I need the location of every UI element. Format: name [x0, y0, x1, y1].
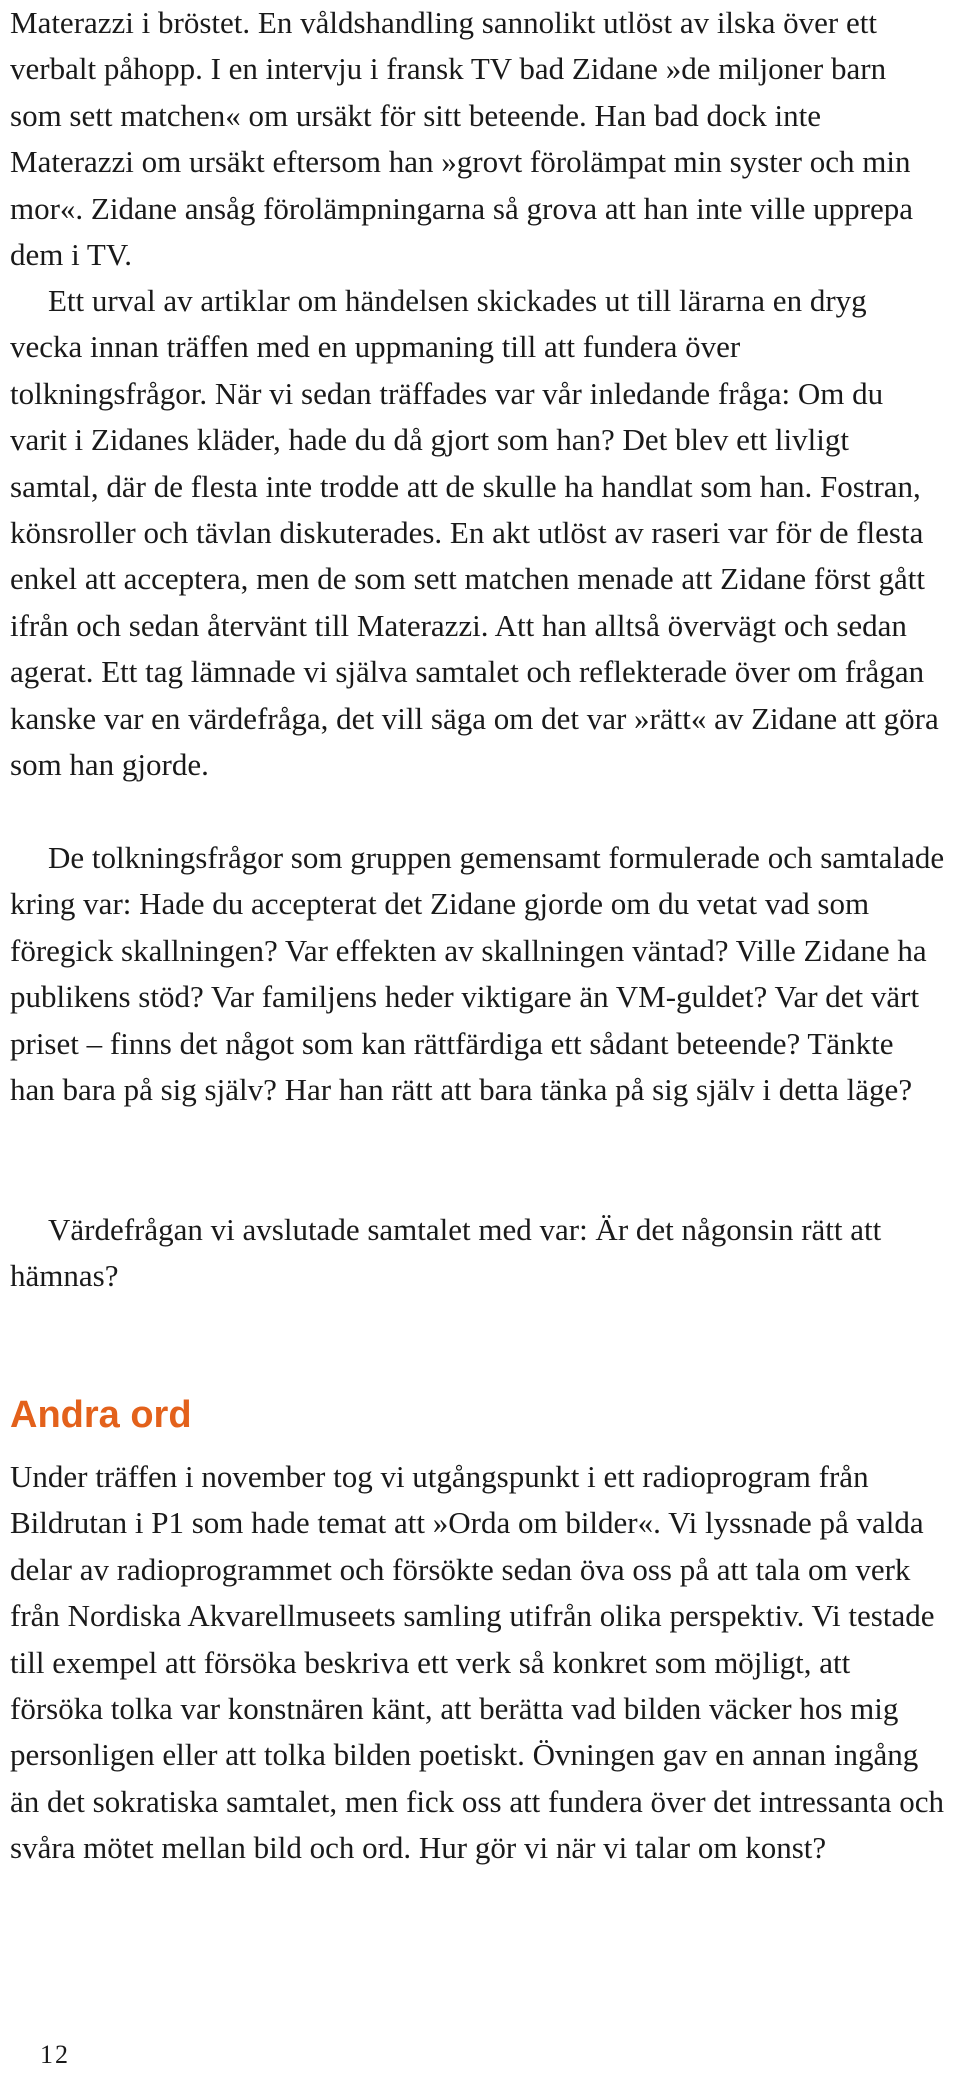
paragraph-continuation: Materazzi i bröstet. En våldshandling sannolikt utlöst av ilska över ett verbalt påhopp. I en intervju i fransk TV bad Zidane »de miljoner barn som sett matchen« om ursäkt för sitt beteende. Han bad dock inte Materazzi om ursäkt eftersom han »grovt förolämpat min syster och min mor«. Zidane ansåg förolämpningarna så grova att han inte ville upprepa dem i TV.	[10, 5, 913, 273]
paragraph-vardefragan: Värdefrågan vi avslutade samtalet med var: Är det någonsin rätt att hämnas?	[10, 1212, 882, 1294]
paragraph-andra-ord: Under träffen i november tog vi utgångspunkt i ett radioprogram från Bildrutan i P1 som hade temat att »Orda om bilder«. Vi lyssnade på valda delar av radioprogrammet och försökte sedan öva oss på att tala om verk från Nordiska Akvarellmuseets samling utifrån olika perspektiv. Vi testade till exempel att försöka beskriva ett verk så konkret som möjligt, att försöka tolka var konstnären känt, att berätta vad bilden väcker hos mig personligen eller att tolka bilden poetiskt. Övningen gav en annan ingång än det sokratiska samtalet, men fick oss att fundera över det intressanta och svåra mötet mellan bild och ord. Hur gör vi när vi talar om konst?	[10, 1459, 944, 1866]
paragraph-urval: Ett urval av artiklar om händelsen skickades ut till lärarna en dryg vecka innan träffen med en uppmaning till att fundera över tolkningsfrågor. När vi sedan träffades var vår inledande fråga: Om du varit i Zidanes kläder, hade du då gjort som han? Det blev ett livligt samtal, där de flesta inte trodde att de skulle ha handlat som han. Fostran, könsroller och tävlan diskuterades. En akt utlöst av raseri var för de flesta enkel att acceptera, men de som sett matchen menade att Zidane först gått ifrån och sedan återvänt till Materazzi. Att han alltså övervägt och sedan agerat. Ett tag lämnade vi själva samtalet och reflekterade över om frågan kanske var en värdefråga, det vill säga om det var »rätt« av Zidane att göra som han gjorde.	[10, 283, 939, 783]
page-number: 12	[40, 2040, 70, 2069]
paragraph-tolkningsfragor: De tolkningsfrågor som gruppen gemensamt formulerade och samtalade kring var: Hade du accepterat det Zidane gjorde om du vetat vad som föregick skallningen? Var effekten av skallningen väntad? Ville Zidane ha publikens stöd? Var familjens heder viktigare än VM-guldet? Var det värt priset – finns det något som kan rättfärdiga ett sådant beteende? Tänkte han bara på sig själv? Har han rätt att bara tänka på sig själv i detta läge?	[10, 840, 945, 1108]
section-heading: Andra ord	[10, 1394, 192, 1436]
